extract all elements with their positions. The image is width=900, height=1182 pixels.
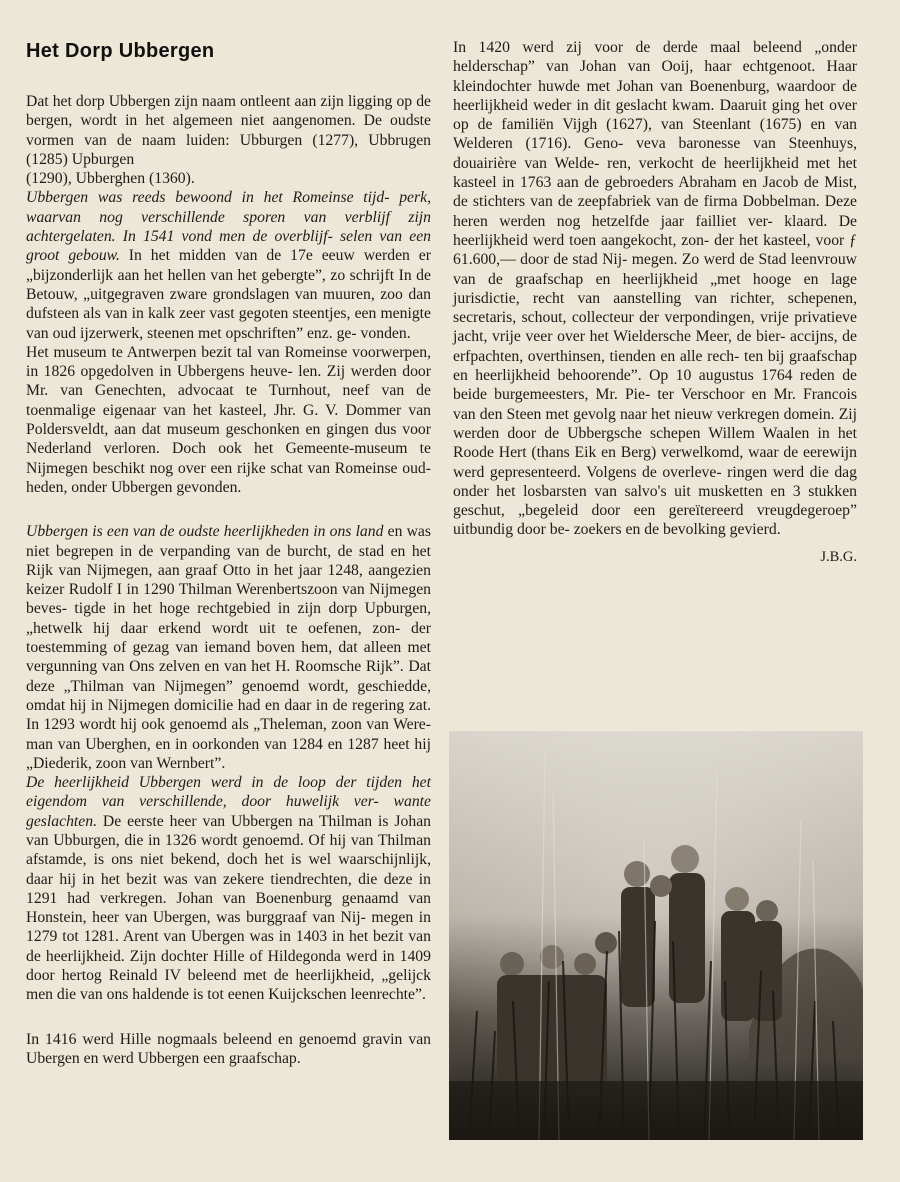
- text-line: genoemd. Of hij van Thilman afstamde, is ons niet: [26, 831, 431, 869]
- children-in-grass-photo: [449, 731, 863, 1140]
- text-line: megen in 1279 tot 1281. Arent van Ubergen was in: [26, 909, 431, 946]
- italic-text-line: wante geslachten.: [26, 793, 431, 830]
- text-line: man van Uberghen, en in oorkonden van 1284 en: [26, 735, 343, 753]
- text-line: bekend, doch het is wel waarschijnlijk, daar hij in: [26, 851, 432, 888]
- text-line: (1290), Ubberghen (1360).: [26, 170, 195, 188]
- text-line: Otto in het jaar 1248, aangezien keizer Rudolf I in: [26, 561, 431, 599]
- text-line: had verkregen. Johan van Boenenburg genaamd van: [67, 889, 431, 907]
- text-line: klaard. De heerlijkheid werd toen aangekocht, zon-: [453, 212, 858, 249]
- text-line: Deze heren werden nog hetzelfde jaar failliet ver-: [453, 193, 857, 230]
- text-line: jacht, vrije veer over het Wieldersche Meer, de bier-: [453, 328, 786, 346]
- text-line: ter Verschoor en Mr. Francois van den Steen met: [453, 386, 858, 423]
- text-line: museum geschonken en gingen dus voor Nederland: [26, 421, 431, 458]
- text-line: De eerste heer van Ubbergen na: [97, 812, 314, 830]
- italic-text-line: zijn achtergelaten. In 1541 vond men de overblijf-: [26, 208, 432, 246]
- italic-text-line: land: [355, 523, 384, 541]
- left-column: [26, 92, 431, 1068]
- italic-text-line: perk, waarvan nog verschillende sporen van verblijf: [26, 189, 431, 226]
- text-line: schout, collecteur der verpondingen, vrije privatieve: [521, 309, 857, 327]
- text-line: zware grondslagen van muuren, zoo dan dufsteen als: [26, 285, 431, 323]
- paragraph-4: [26, 773, 431, 1005]
- text-line: zoekers en de bevolking gevierd.: [573, 521, 781, 539]
- text-line: voorwerpen, in 1826 opgedolven in Ubbergens heuve-: [26, 343, 431, 381]
- text-line: 1287 heet hij „Diederik, zoon van Wernbert”.: [26, 735, 431, 772]
- text-line: de eerewijn werd gepresenteerd. Volgens de overleve-: [453, 444, 857, 481]
- text-line: der toestemming of gezag van iemand boven hem,: [26, 619, 431, 657]
- text-line: IV beleend met de heerlijkheid, „gelijck men die van: [26, 967, 431, 1004]
- text-line: len. Zij werden door Mr. van Genechten, advocaat te: [26, 363, 431, 400]
- text-line: het bezit was van zekere tiendrechten, die deze in 1291: [26, 870, 431, 907]
- article-title: Het Dorp Ubbergen: [26, 40, 215, 62]
- text-line: Dat het dorp Ubbergen zijn naam ontleent aan zijn: [26, 93, 344, 110]
- right-column: [453, 38, 857, 567]
- text-line: Haar kleindochter huwde met Johan van Boenenburg,: [453, 58, 858, 95]
- text-line: een gereïtereerd vreugdegeroep” uitbundig door be-: [453, 502, 857, 539]
- text-line: van aanstelling van richter, schepenen, secretaris,: [453, 289, 858, 327]
- text-line: van Steenlant (1675) en van Welderen (1716). Geno-: [453, 116, 857, 153]
- text-line: In 1416 werd Hille nogmaals beleend en genoemd: [26, 1030, 357, 1048]
- text-line: augustus 1764 reden de beide burgemeesters, Mr. Pie-: [453, 367, 857, 404]
- text-line: helderschap” van Johan van Ooij, haar echtgenoot.: [453, 58, 816, 76]
- text-line: Honstein, heer van Ubergen, was burggraaf van Nij-: [26, 909, 366, 927]
- text-line: 1403 in het bezit van de heerlijkheid. Zijn dochter: [26, 928, 431, 965]
- text-line: burcht, de stad en het Rijk van Nijmegen, aan graaf: [26, 542, 431, 579]
- text-line: en heerlijkheid „met hooge en lage jurisdictie, recht: [453, 270, 857, 307]
- paragraph-5: [26, 1030, 431, 1069]
- text-line: heden, onder Ubbergen gevonden.: [26, 478, 242, 496]
- text-line: van oud ijzerwerk, steenen met opschriften” enz. ge-: [26, 324, 357, 342]
- text-line: beschikt nog over een rijke schat van Romeinse oud-: [92, 459, 431, 477]
- italic-text-line: Ubbergen was reeds bewoond in het Romeinse tijd-: [26, 189, 390, 207]
- text-line: dat alleen met vergunning van Ons zelven en van het: [26, 639, 432, 676]
- paragraph-2: [26, 343, 431, 497]
- text-line: gravin van Ubergen en werd Ubbergen een graafschap.: [26, 1030, 432, 1067]
- text-line: veva baronesse van Steenhuys, douairière van Welde-: [453, 135, 858, 172]
- text-line: der het kasteel, voor ƒ 61.600,— door de stad Nij-: [453, 231, 858, 269]
- text-line: Roode Hert (thans Eik en Berg) verwelkomd, waar: [453, 444, 779, 462]
- text-line: Turnhout, neef van de toenmalige eigenaar van het: [26, 382, 431, 419]
- text-line: ren, verkocht de heerlijkheid met het kasteel in 1763: [453, 154, 857, 192]
- text-line: In 1420 werd zij voor de derde maal beleend „onder: [453, 39, 857, 56]
- text-line: verloren. Doch ook het Gemeente-museum te Nijmegen: [26, 440, 431, 477]
- text-line: en was niet begrepen in de verpanding van de: [26, 523, 431, 560]
- text-line: van in kalk zeer vast gegoten steentjes, een menigte: [104, 305, 432, 323]
- italic-text-line: selen van een groot gebouw.: [26, 228, 431, 265]
- text-line: waardoor de heerlijkheid weder in dit geslacht kwam.: [453, 77, 857, 114]
- italic-text-line: Ubbergen is een van de oudste heerlijkheden in ons: [26, 523, 352, 541]
- text-line: ons haldende is tot eenen Kuijckschen leenrechte”.: [106, 986, 426, 1004]
- paragraph-1: [26, 92, 431, 343]
- text-line: genoemd wordt, geschiedde, omdat hij in Nijmegen: [26, 677, 432, 714]
- text-line: „hetwelk hij daar erkend wordt uit te oefenen, zon-: [26, 619, 401, 637]
- text-line: megen. Zo werd de Stad leenvrouw van de graafschap: [453, 251, 858, 288]
- text-line: ringen werd die dag onder het losbarsten van salvo's: [453, 463, 857, 500]
- text-line: Daaruit ging het over op de familiën Vijgh (1627),: [453, 96, 857, 134]
- paragraph-3: [26, 522, 431, 773]
- text-line: Het museum te Antwerpen bezit tal van Romeinse: [26, 343, 348, 361]
- text-line: stichters van de zeepfabriek van de firma Dobbelman.: [472, 193, 820, 211]
- text-line: H. Roomsche Rijk”. Dat deze „Thilman van Nijmegen”: [26, 658, 432, 695]
- text-line: Ubburgen (1277), Ubbrugen (1285) Upburgen: [26, 131, 432, 168]
- text-line: vonden.: [360, 324, 411, 342]
- text-line: ligging op de bergen, wordt in het algemeen niet: [26, 93, 432, 130]
- paragraph-6: [453, 38, 857, 540]
- text-line: eeuw werden er „bijzonderlijk aan het hellen van het: [26, 247, 431, 284]
- text-line: accijns, de erfpachten, overthinsen, tienden en alle rech-: [453, 328, 857, 365]
- text-line: In het midden van de 17e: [119, 247, 313, 265]
- text-line: Thilman is Johan van Ubburgen, die in 1326 wordt: [26, 812, 431, 849]
- text-line: wordt hij ook genoemd als „Theleman, zoon van Were-: [79, 716, 431, 734]
- italic-text-line: De heerlijkheid Ubbergen werd in de loop der tijden: [26, 774, 403, 792]
- text-line: gevolg naar het nieuw verkregen domein. Zij werden: [453, 405, 857, 442]
- italic-text-line: het eigendom van verschillende, door huwelijk ver-: [26, 774, 431, 811]
- text-line: aangenomen. De oudste vormen van de naam luiden:: [26, 112, 431, 149]
- text-line: gebergte”, zo schrijft In de Betouw, „uitgegraven: [26, 266, 431, 303]
- text-line: door de Ubbergsche schepen Willem Waalen in het: [507, 424, 857, 442]
- text-line: Hille of Hildegonda werd in 1409 door hertog Reinald: [26, 947, 431, 985]
- text-line: 1290 Thilman Werenbertszoon van Nijmegen beves-: [26, 581, 432, 618]
- text-line: tigde in het hoge rechtgebied in zijn dorp Upburgen,: [74, 600, 431, 618]
- text-line: domicilie had en daar in de regering zat. In 1293: [26, 696, 431, 734]
- text-line: kasteel, Jhr. G. V. Dommer van Poldersveldt, aan dat: [26, 401, 431, 439]
- author-signature: J.B.G.: [820, 548, 857, 565]
- text-line: aan de gebroeders Abraham en Jacob de Mist, de: [453, 174, 857, 211]
- text-line: ten bij graafschap en heerlijkheid behoorende”. Op 10: [453, 347, 857, 385]
- text-line: uit musketten en 3 stukken geschut, „begeleid door: [453, 482, 858, 520]
